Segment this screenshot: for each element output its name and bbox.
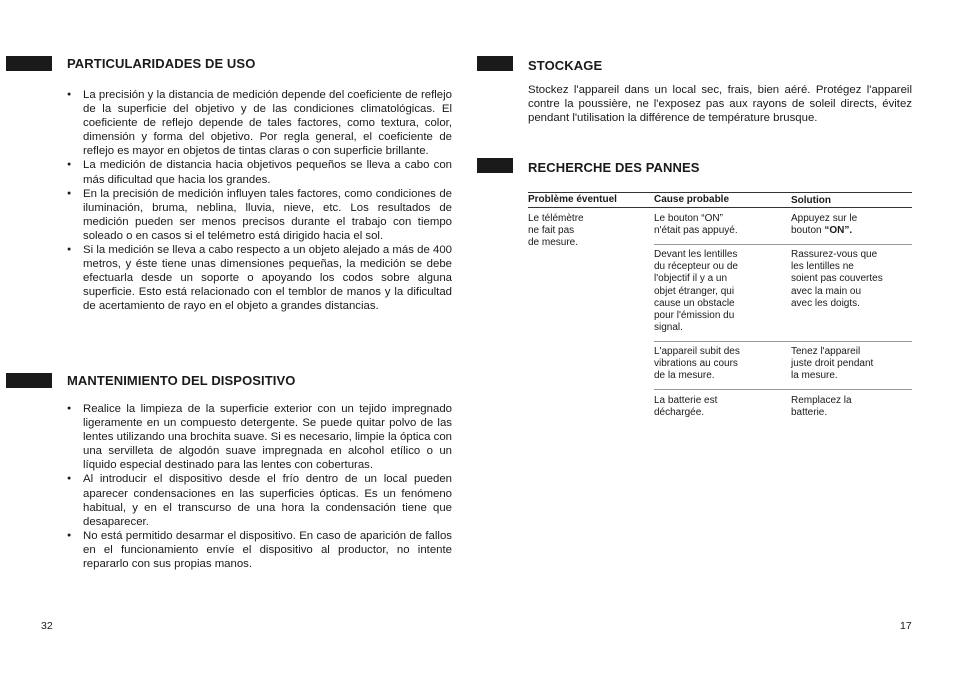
solution-cell: Tenez l'appareil juste droit pendant la mesure. xyxy=(791,346,874,382)
solution-text: Appuyez sur le bouton xyxy=(791,213,858,237)
problem-cell: Le télémètre ne fait pas de mesure. xyxy=(528,213,584,249)
maintenance-list-container xyxy=(67,402,452,571)
section-heading-troubleshooting: RECHERCHE DES PANNES xyxy=(528,160,700,175)
page-number-right: 17 xyxy=(900,620,912,632)
section-marker-bar xyxy=(477,56,513,71)
section-marker-bar xyxy=(6,373,52,388)
cause-cell: La batterie est déchargée. xyxy=(654,395,718,419)
list-item: ● La precisión y la distancia de medición depende del coeficiente de reflejo de la superficie del objetivo y de las condiciones climatológicas. El coeficiente de reflejo depende de tales factores, como textura, color, dimensión y forma del objetivo. Por regla general, el coeficiente de reflejo es mayor en objetos de tintas claras o con superficie brillante. xyxy=(67,88,452,158)
list-item: ● Si la medición se lleva a cabo respecto a un objeto alejado a más de 400 metros, y éste tiene unas dimensiones pequeñas, la medición se debe efectuarla desde un soporte o apoyando los codos sobre alguna superficie. Esto está relacionado con el temblor de manos y la dificultad de acertamiento de rayo en el objeto a grandes distancias. xyxy=(67,243,452,313)
list-item: ● Realice la limpieza de la superficie exterior con un tejido impregnado ligeramente en un compuesto detergente. Se puede quitar polvo de las lentes utilizando una brochita suave. Si es necesario, limpie la óptica con una servilleta de algodón suave impregnada en alcohol etílico o un líquido especial destinado para las lentes con coberturas. xyxy=(67,402,452,472)
section-heading-storage: STOCKAGE xyxy=(528,58,603,73)
cause-cell: Le bouton “ON” n'était pas appuyé. xyxy=(654,213,738,237)
usage-list xyxy=(67,88,452,314)
row-divider xyxy=(654,244,912,245)
solution-cell xyxy=(791,213,857,237)
page-number-left: 32 xyxy=(41,620,53,632)
list-item: ● Al introducir el dispositivo desde el frío dentro de un local pueden aparecer condensaciones en las superficies ópticas. Es un fenómeno habitual, y en el transcurso de una hora la condensación tiene que desaparecer. xyxy=(67,472,452,528)
section-heading-usage: PARTICULARIDADES DE USO xyxy=(67,56,256,71)
solution-emphasis: “ON”. xyxy=(824,225,853,237)
section-marker-bar xyxy=(6,56,52,71)
row-divider xyxy=(654,341,912,342)
storage-paragraph: Stockez l'appareil dans un local sec, frais, bien aéré. Protégez l'appareil contre la poussière, ne l'exposez pas aux rayons de soleil directs, évitez pendant l'utilisation la différence de température brusque. xyxy=(528,84,912,125)
list-item: ● En la precisión de medición influyen tales factores, como condiciones de iluminación, bruma, neblina, lluvia, nieve, etc. Los resultados de medición pueden ser menos precisos durante el trabajo con tiempo soleado o en casos si el telémetro está dirigido hacia el sol. xyxy=(67,187,452,243)
column-header-solution: Solution xyxy=(791,195,831,206)
column-header-cause: Cause probable xyxy=(654,194,730,205)
solution-cell: Remplacez la batterie. xyxy=(791,395,852,419)
section-heading-maintenance: MANTENIMIENTO DEL DISPOSITIVO xyxy=(67,373,296,388)
list-item: ● No está permitido desarmar el dispositivo. En caso de aparición de fallos en el funcionamiento envíe el dispositivo al productor, no intente repararlo con sus propias manos. xyxy=(67,529,452,571)
table-top-rule xyxy=(528,192,912,193)
usage-list-container xyxy=(67,88,452,314)
table-header-rule xyxy=(528,207,912,208)
list-item: ● La medición de distancia hacia objetivos pequeños se lleva a cabo con más dificultad que hacia los grandes. xyxy=(67,158,452,186)
cause-cell: L'appareil subit des vibrations au cours de la mesure. xyxy=(654,346,740,382)
solution-cell: Rassurez-vous que les lentilles ne soient pas couvertes avec la main ou avec les doigts. xyxy=(791,249,883,309)
section-marker-bar xyxy=(477,158,513,173)
row-divider xyxy=(654,389,912,390)
column-header-problem: Problème éventuel xyxy=(528,194,617,205)
cause-cell: Devant les lentilles du récepteur ou de l'objectif il y a un objet étranger, qui cause un obstacle pour l'émission du signal. xyxy=(654,249,738,334)
maintenance-list xyxy=(67,402,452,571)
